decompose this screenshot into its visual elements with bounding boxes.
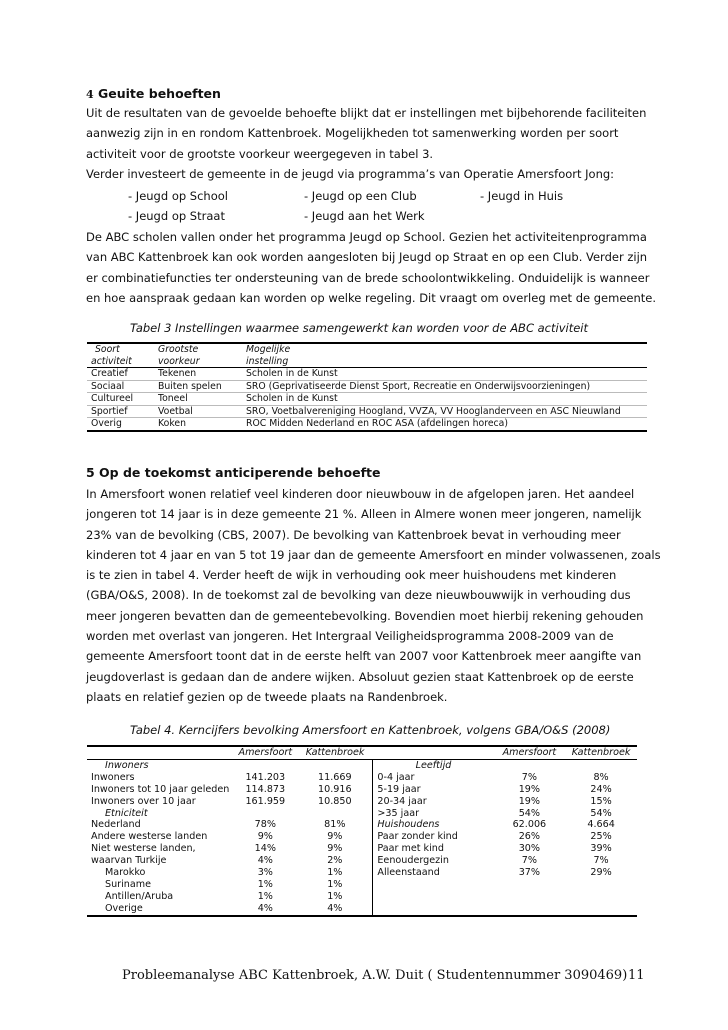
text-line: Verder investeert de gemeente in de jeugd via programma’s van Operatie Amersfoort Jong: (86, 166, 615, 181)
program-item: - Jeugd aan het Werk (304, 208, 425, 223)
table-cell: 20-34 jaar (377, 795, 427, 807)
table-3-header-cell: Soort (87, 343, 154, 356)
table-4-caption: Tabel 4. Kerncijfers bevolking Amersfoort en Kattenbroek, volgens GBA/O&S (2008) (130, 723, 611, 737)
table-cell: Inwoners (105, 759, 149, 771)
table-cell: Inwoners (91, 771, 135, 783)
table-3 (87, 342, 647, 432)
table-cell (233, 759, 297, 771)
table-cell: 19% (518, 783, 541, 795)
table-cell (233, 808, 297, 820)
text-line: activiteit voor de grootste voorkeur weergegeven in tabel 3. (86, 146, 434, 161)
text-line: worden met overlast van jongeren. Het Intergraal Veiligheidsprogramma 2008-2009 van de (86, 629, 614, 644)
table-cell: Buiten spelen (154, 380, 242, 393)
table-cell: 54% (518, 807, 541, 819)
table-cell: Alleenstaand (377, 867, 440, 879)
table-cell: 30% (518, 843, 541, 855)
table-cell: 3% (257, 867, 273, 879)
table-cell: Scholen in de Kunst (242, 368, 647, 381)
table-cell: 2% (297, 855, 373, 867)
table-cell: Creatief (87, 368, 154, 381)
text-line: jongeren tot 14 jaar is in deze gemeente 21 %. Alleen in Almere wonen meer jongeren, namelijk (86, 507, 642, 522)
table-3-header-cell: voorkeur (154, 356, 242, 368)
table-row (87, 418, 647, 431)
table-row (87, 819, 637, 831)
table-cell: Sportief (87, 405, 154, 418)
table-cell: 10.916 (297, 784, 373, 796)
table-row (87, 368, 647, 381)
table-cell (565, 759, 637, 771)
text-line: en hoe aanspraak gedaan kan worden op welke regeling. Dit vraagt om overleg met de gemeente. (86, 290, 656, 305)
table-cell: Antillen/Aruba (105, 890, 174, 902)
table-row (87, 879, 637, 891)
table-cell: 9% (297, 831, 373, 843)
table-cell: 1% (297, 879, 373, 891)
table-cell: Cultureel (87, 393, 154, 406)
table-cell: 37% (518, 867, 541, 879)
table-cell: 14% (254, 843, 276, 855)
table-cell: 7% (521, 771, 537, 783)
table-cell: 54% (590, 807, 612, 819)
table-cell: 19% (518, 795, 541, 807)
table-cell: 4% (257, 855, 273, 867)
table-4-header-cell: Amersfoort (233, 746, 297, 759)
table-cell: 161.959 (245, 795, 286, 807)
table-cell: Scholen in de Kunst (242, 393, 647, 406)
table-cell: 1% (297, 891, 373, 903)
table-cell: >35 jaar (377, 807, 420, 819)
table-row (87, 759, 637, 771)
table-row (87, 796, 637, 808)
table-4-header-cell: Amersfoort (494, 746, 566, 759)
table-row (87, 405, 647, 418)
section-5-paragraph (86, 484, 661, 707)
table-cell: Niet westerse landen, (91, 843, 196, 855)
text-line: In Amersfoort wonen relatief veel kinderen door nieuwbouw in de afgelopen jaren. Het aandeel (86, 487, 635, 501)
table-cell: Leeftijd (415, 759, 452, 771)
table-cell: 24% (590, 783, 612, 795)
table-cell: Voetbal (154, 405, 242, 418)
text-line: meer jongeren bevatten dan de gemeentebevolking. Bovendien moet hierbij rekening gehouden (86, 608, 644, 623)
section-5-heading: 5 Op de toekomst anticiperende behoefte (86, 465, 381, 480)
table-3-header-cell: Mogelijke (242, 343, 647, 356)
table-3-caption: Tabel 3 Instellingen waarmee samengewerkt kan worden voor de ABC activiteit (130, 321, 588, 335)
table-cell: Etniciteit (105, 807, 148, 819)
table-4 (87, 745, 637, 917)
table-row (87, 867, 637, 879)
table-cell: 4% (297, 903, 373, 916)
table-cell: 9% (297, 843, 373, 855)
table-cell: 29% (590, 867, 612, 879)
table-cell (494, 879, 566, 891)
table-cell: 1% (297, 867, 373, 879)
table-row (87, 393, 647, 406)
table-cell (565, 891, 637, 903)
table-cell: 26% (518, 831, 541, 843)
table-cell: Nederland (91, 819, 141, 831)
table-cell: 4.664 (587, 819, 615, 831)
table-cell: 25% (590, 831, 612, 843)
table-cell: 141.203 (245, 771, 286, 783)
table-cell (373, 903, 494, 916)
program-item: - Jeugd op School (128, 189, 228, 203)
table-cell: 81% (297, 819, 373, 831)
table-cell (494, 891, 566, 903)
program-item: - Jeugd in Huis (480, 189, 564, 203)
text-line: 23% van de bevolking (CBS, 2007). De bevolking van Kattenbroek bevat in verhouding meer (86, 527, 621, 542)
table-cell: 1% (257, 878, 273, 890)
table-row (87, 380, 647, 393)
table-cell: Paar zonder kind (377, 831, 458, 843)
table-cell (297, 808, 373, 820)
table-cell: Huishoudens (377, 819, 440, 831)
table-row (87, 784, 637, 796)
table-cell: Overig (87, 418, 154, 431)
table-row (87, 903, 637, 916)
table-cell: Marokko (105, 867, 146, 879)
table-cell: ROC Midden Nederland en ROC ASA (afdelingen horeca) (242, 418, 647, 431)
table-4-header-cell: Kattenbroek (297, 746, 373, 759)
section-4-title: Geuite behoeften (98, 86, 221, 101)
program-list (86, 187, 656, 226)
section-4-number: 4 (86, 88, 94, 101)
table-cell: Eenoudergezin (377, 855, 449, 867)
table-cell: 10.850 (297, 796, 373, 808)
table-cell: Koken (154, 418, 242, 431)
page-footer: Probleemanalyse ABC Kattenbroek, A.W. Duit ( Studentennummer 3090469) (122, 968, 628, 983)
table-cell: Inwoners tot 10 jaar geleden (91, 783, 230, 795)
table-cell: Inwoners over 10 jaar (91, 795, 196, 807)
table-cell (297, 759, 373, 771)
text-line: er combinatiefuncties ter ondersteuning van de brede schoolontwikkeling. Onduidelijk is wanneer (86, 270, 650, 285)
table-cell: SRO, Voetbalvereniging Hoogland, VVZA, VV Hooglanderveen en ASC Nieuwland (242, 405, 647, 418)
table-row (87, 808, 637, 820)
table-3-header-cell: instelling (242, 356, 647, 368)
text-line: (GBA/O&S, 2008). In de toekomst zal de bevolking van deze nieuwbouwwijk in verhouding dus (86, 588, 631, 603)
table-cell: Andere westerse landen (91, 831, 208, 843)
table-row (87, 843, 637, 855)
text-line: van ABC Kattenbroek kan ook worden aangesloten bij Jeugd op Straat en op een Club. Verder zijn (86, 250, 648, 265)
table-cell: 15% (590, 795, 612, 807)
table-row (87, 891, 637, 903)
table-3-header-cell: activiteit (87, 356, 154, 368)
table-cell: 8% (593, 771, 609, 783)
table-cell: 39% (590, 843, 612, 855)
table-cell: 11.669 (297, 772, 373, 784)
table-cell: Toneel (154, 393, 242, 406)
table-cell: 4% (233, 903, 297, 916)
text-line: jeugdoverlast is gedaan dan de andere wijken. Absoluut gezien staat Kattenbroek op de eerste (86, 669, 634, 684)
table-cell: waarvan Turkije (91, 855, 167, 867)
text-line: aanwezig zijn in en rondom Kattenbroek. Mogelijkheden tot samenwerking worden per soort (86, 126, 619, 141)
text-line: is te zien in tabel 4. Verder heeft de wijk in verhouding ook meer huishoudens met kinderen (86, 568, 617, 583)
table-cell (565, 879, 637, 891)
table-row (87, 831, 637, 843)
table-cell: Sociaal (87, 380, 154, 393)
table-cell: Paar met kind (377, 843, 444, 855)
text-line: gemeente Amersfoort toont dat in de eerste helft van 2007 voor Kattenbroek meer aangifte van (86, 649, 642, 664)
table-cell: 7% (521, 855, 537, 867)
section-4-paragraph-1 (86, 103, 656, 184)
section-4-heading (86, 86, 221, 101)
table-cell: 114.873 (245, 783, 286, 795)
table-cell: Overige (87, 903, 233, 916)
table-row (87, 772, 637, 784)
text-line: De ABC scholen vallen onder het programma Jeugd op School. Gezien het activiteitenprogramma (86, 230, 647, 244)
table-3-header-cell: Grootste (154, 343, 242, 356)
text-line: plaats en relatief gezien op de tweede plaats na Randenbroek. (86, 689, 448, 704)
table-cell: 62.006 (512, 819, 547, 831)
program-item: - Jeugd op Straat (128, 208, 225, 223)
program-item: - Jeugd op een Club (304, 189, 417, 203)
table-cell (373, 891, 494, 903)
table-cell: Suriname (105, 878, 151, 890)
section-4-paragraph-2 (86, 227, 656, 308)
table-cell: 78% (254, 819, 276, 831)
table-cell: 9% (257, 831, 273, 843)
text-line: kinderen tot 4 jaar en van 5 tot 19 jaar dan de gemeente Amersfoort en minder volwassenen, zoals (86, 547, 661, 562)
table-cell: 5-19 jaar (377, 783, 421, 795)
table-cell (373, 879, 494, 891)
table-row (87, 855, 637, 867)
table-cell: Tekenen (154, 368, 242, 381)
table-cell (565, 903, 637, 916)
page-number: 11 (628, 968, 645, 983)
table-cell: SRO (Geprivatiseerde Dienst Sport, Recreatie en Onderwijsvoorzieningen) (242, 380, 647, 393)
table-cell: 7% (593, 855, 609, 867)
table-4-header-cell: Kattenbroek (565, 746, 637, 759)
table-cell: 1% (257, 890, 273, 902)
table-cell (494, 903, 566, 916)
table-cell: 0-4 jaar (377, 771, 415, 783)
table-cell (494, 759, 566, 771)
text-line: Uit de resultaten van de gevoelde behoefte blijkt dat er instellingen met bijbehorende faciliteiten (86, 106, 647, 120)
